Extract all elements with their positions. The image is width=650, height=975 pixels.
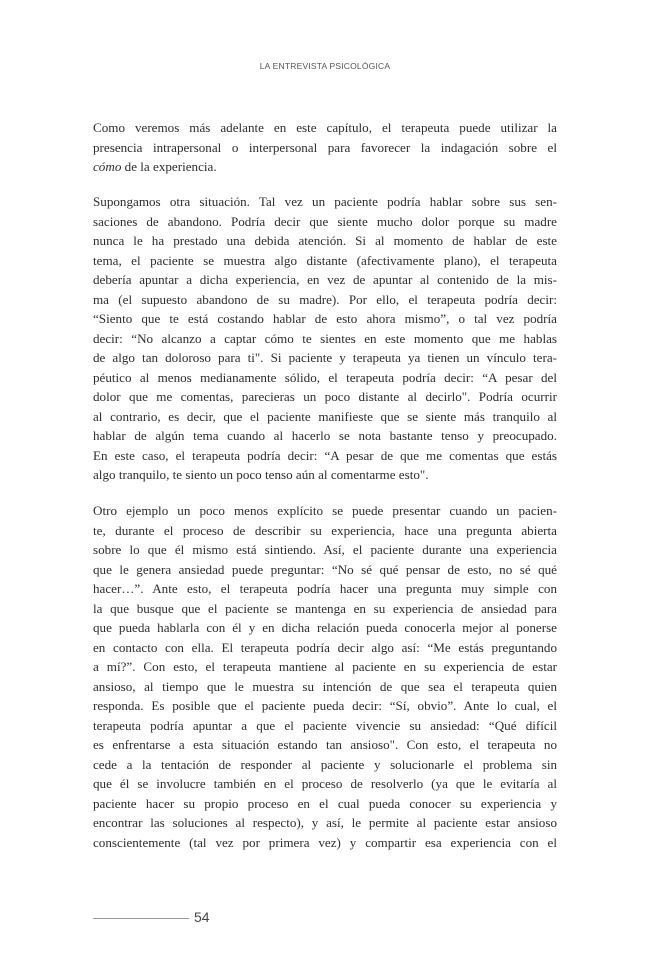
text-line: nunca le ha prestado una debida atención. Si al momento de hablar de este [93, 233, 557, 248]
text-line: responda. Es posible que el paciente pueda decir: “Sí, obvio”. Ante lo cual, el [93, 698, 557, 713]
text-line: algo tranquilo, te siento un poco tenso aún al comentarme esto". [93, 467, 429, 482]
text-line: péutico al menos medianamente sólido, el terapeuta podría decir: “A pesar del [93, 369, 557, 385]
text-line: dolor que me comentas, parecieras un poco distante al decirlo". Podría ocurrir [93, 389, 557, 404]
text-line: presencia intrapersonal o interpersonal para favorecer la indagación sobre el [93, 139, 557, 155]
text-line: al contrario, es decir, que el paciente manifieste que se siente más tranquilo al [93, 408, 557, 424]
text-line: hablar de algún tema cuando al hacerlo se nota bastante tenso y preocupado. [93, 428, 557, 443]
text-line: te, durante el proceso de describir su experiencia, hace una pregunta abierta [93, 522, 557, 538]
italic-word: cómo [93, 159, 122, 174]
text-line: cede a la tentación de responder al paciente y solucionarle el problema sin [93, 756, 557, 772]
text-line: saciones de abandono. Podría decir que siente mucho dolor porque su madre [93, 213, 557, 229]
text-line: decir: “No alcanzo a captar cómo te sientes en este momento que me hablas [93, 330, 557, 346]
paragraph-1 [93, 118, 557, 177]
text-line: hacer…”. Ante esto, el terapeuta podría hacer una pregunta muy simple con [93, 581, 557, 596]
text-line: que pueda hablarla con él y en dicha relación pueda conocerla mejor al ponerse [93, 620, 557, 635]
paragraph-3 [93, 501, 557, 852]
text-line: Otro ejemplo un poco menos explícito se puede presentar cuando un pacien- [93, 503, 557, 518]
text-line: sobre lo que él mismo está sintiendo. Así, el paciente durante una experiencia [93, 542, 557, 557]
text-line: Como veremos más adelante en este capítulo, el terapeuta puede utilizar la [93, 120, 557, 135]
footer-rule [93, 918, 189, 919]
text-line: tema, el paciente se muestra algo distante (afectivamente plano), el terapeuta [93, 252, 557, 268]
text-line: ansioso, al tiempo que le muestra su intención de que sea el terapeuta quien [93, 678, 557, 694]
text-line: es enfrentarse a esta situación estando tan ansioso". Con esto, el terapeuta no [93, 737, 557, 752]
text-line: conscientemente (tal vez por primera vez) y compartir esa experiencia con el [93, 834, 557, 850]
text-line: paciente hacer su propio proceso en el cual pueda conocer su experiencia y [93, 795, 557, 811]
text-line: debería apuntar a dicha experiencia, en vez de apuntar al contenido de la mis- [93, 272, 557, 287]
running-header: LA ENTREVISTA PSICOLÓGICA [259, 61, 391, 71]
page-number: 54 [194, 909, 210, 925]
text-line: a mí?”. Con esto, el terapeuta mantiene al paciente en su experiencia de estar [93, 659, 557, 674]
text-line: la que busque que el paciente se mantenga en su experiencia de ansiedad para [93, 600, 557, 616]
paragraph-2 [93, 192, 557, 485]
text-line: que él se involucre también en el proceso de resolverlo (ya que le evitaría al [93, 776, 557, 791]
text-line: “Siento que te está costando hablar de esto ahora mismo”, o tal vez podría [93, 311, 557, 326]
text-line: encontrar las soluciones al respecto), y así, le permite al paciente estar ansioso [93, 815, 557, 830]
text-line: En este caso, el terapeuta podría decir: “A pesar de que me comentas que estás [93, 447, 557, 463]
text-line: que le genera ansiedad puede preguntar: “No sé qué pensar de esto, no sé qué [93, 561, 557, 577]
text-line [93, 157, 557, 177]
text-line: en contacto con ella. El terapeuta podría decir algo así: “Me estás preguntando [93, 639, 557, 655]
text-line: Supongamos otra situación. Tal vez un paciente podría hablar sobre sus sen- [93, 194, 557, 209]
text-line: ma (el supuesto abandono de su madre). Por ello, el terapeuta podría decir: [93, 291, 557, 307]
text-line: terapeuta podría apuntar a que el paciente vivencie su ansiedad: “Qué difícil [93, 717, 557, 733]
text-fragment: de la experiencia. [121, 159, 217, 174]
text-line: de algo tan doloroso para ti". Si paciente y terapeuta ya tienen un vínculo tera- [93, 350, 557, 365]
